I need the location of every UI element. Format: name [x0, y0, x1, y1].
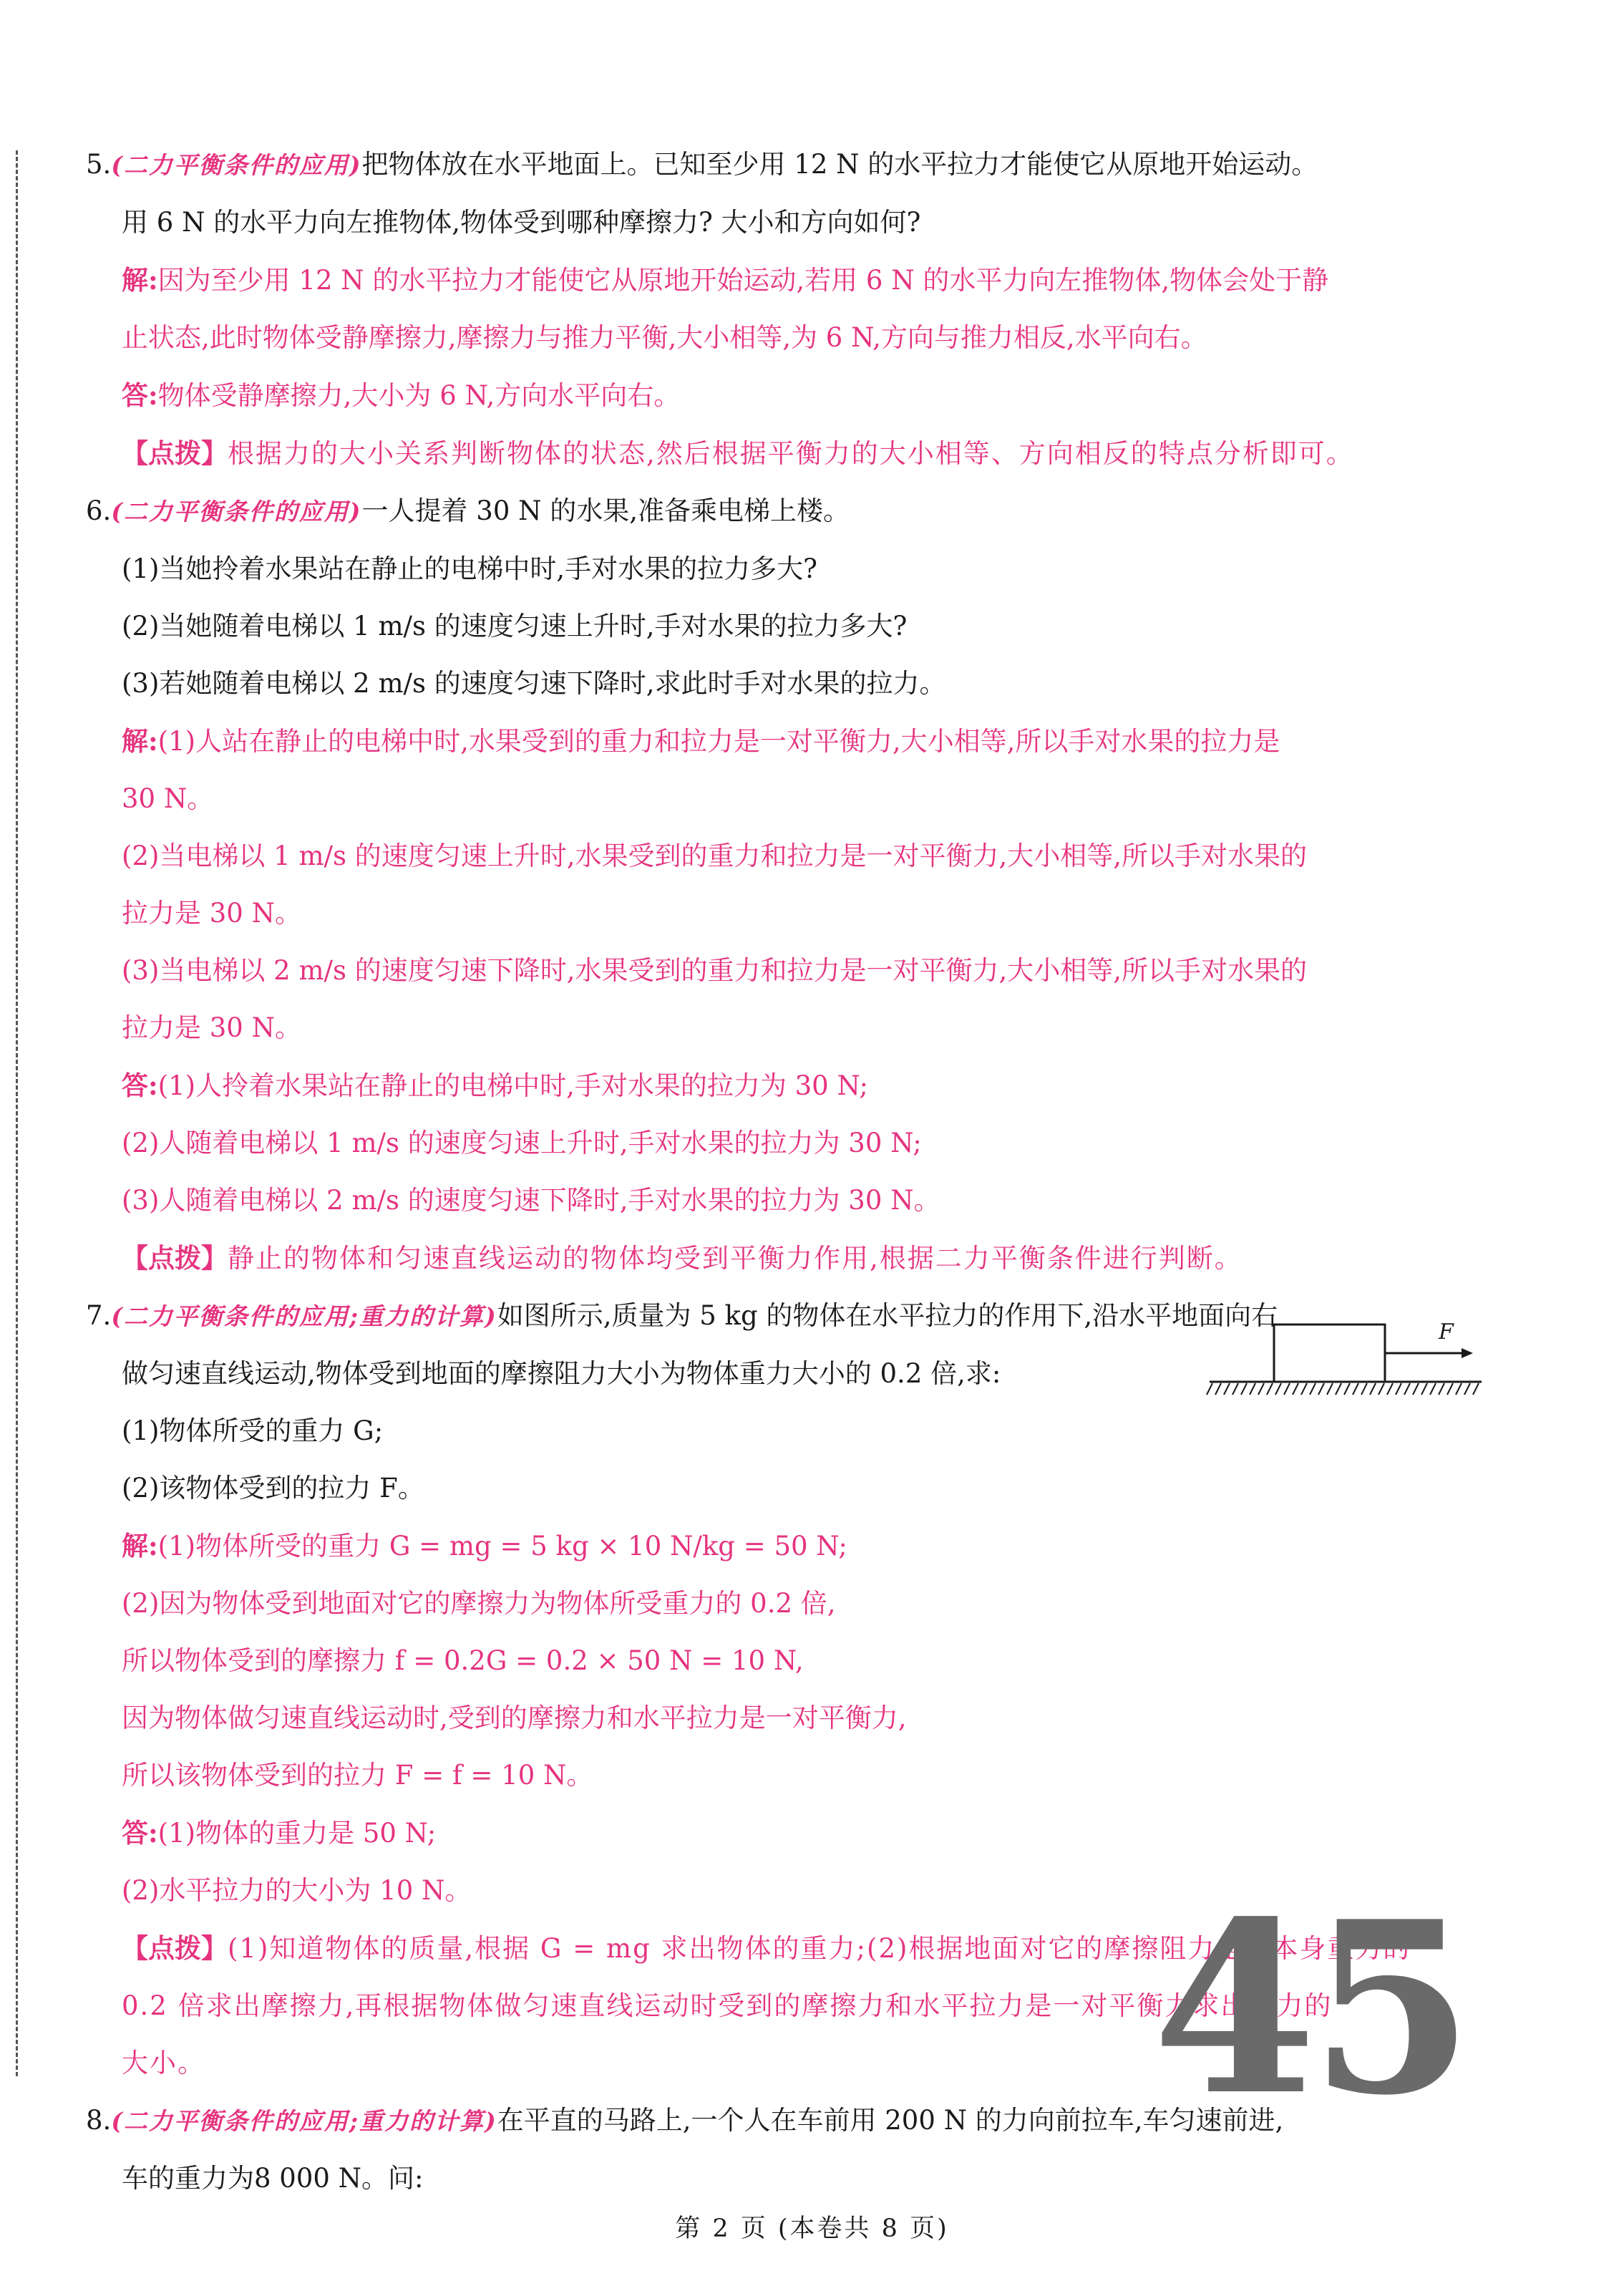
q7-answer-2: (2)水平拉力的大小为 10 N。 — [122, 1875, 472, 1906]
solution-text: 因为至少用 12 N 的水平拉力才能使它从原地开始运动,若用 6 N 的水平力向左推物体,物体会处于静 — [157, 265, 1329, 296]
q7-sub-1: (1)物体所受的重力 G; — [122, 1415, 384, 1446]
question-text: 一人提着 30 N 的水果,准备乘电梯上楼。 — [361, 495, 850, 526]
q7-line-2: 做匀速直线运动,物体受到地面的摩擦阻力大小为物体重力大小的 0.2 倍,求: — [122, 1358, 1001, 1389]
arrow-head — [1462, 1348, 1473, 1358]
binding-line — [16, 150, 18, 2076]
q6-line-1 — [86, 483, 1489, 541]
q7-solution-1 — [86, 1517, 1489, 1575]
block — [1274, 1325, 1385, 1382]
force-label: F — [1439, 1319, 1454, 1345]
question-number: 8. — [86, 2105, 112, 2136]
q6-solution-1b: 30 N。 — [122, 783, 214, 814]
question-number: 6. — [86, 495, 112, 526]
answer-text: (1)物体的重力是 50 N; — [157, 1818, 437, 1849]
answer-text: (1)人拎着水果站在静止的电梯中时,手对水果的拉力为 30 N; — [157, 1070, 868, 1101]
tip-text: 大小。 — [122, 2048, 205, 2078]
q6-answer-1 — [86, 1057, 1489, 1115]
topic-tag: (二力平衡条件的应用) — [111, 498, 362, 526]
tip-text: 根据力的大小关系判断物体的状态,然后根据平衡力的大小相等、方向相反的特点分析即可。 — [228, 438, 1354, 469]
q7-solution-3: 所以物体受到的摩擦力 f = 0.2G = 0.2 × 50 N = 10 N, — [122, 1645, 804, 1676]
q8-line-2: 车的重力为8 000 N。问: — [122, 2163, 424, 2194]
question-text: 把物体放在水平地面上。已知至少用 12 N 的水平拉力才能使它从原地开始运动。 — [361, 149, 1318, 180]
q6-solution-1a — [86, 712, 1489, 770]
solution-text: (1)物体所受的重力 G = mg = 5 kg × 10 N/kg = 50 N; — [157, 1531, 847, 1561]
solution-label: 解: — [122, 1530, 158, 1561]
topic-tag: (二力平衡条件的应用;重力的计算) — [111, 2107, 497, 2135]
q6-solution-2a: (2)当电梯以 1 m/s 的速度匀速上升时,水果受到的重力和拉力是一对平衡力,大小相等,所以手对水果的 — [122, 841, 1308, 871]
tip-text: 静止的物体和匀速直线运动的物体均受到平衡力作用,根据二力平衡条件进行判断。 — [228, 1243, 1243, 1274]
q5-answer — [86, 367, 1489, 425]
answer-label: 答: — [122, 1817, 158, 1849]
tip-text: 0.2 倍求出摩擦力,再根据物体做匀速直线运动时受到的摩擦力和水平拉力是一对平衡力求出拉力的 — [122, 1990, 1333, 2021]
question-number: 7. — [86, 1300, 112, 1331]
block-force-diagram — [1202, 1310, 1489, 1418]
q6-solution-3b: 拉力是 30 N。 — [122, 1012, 301, 1043]
question-text: 如图所示,质量为 5 kg 的物体在水平拉力的作用下,沿水平地面向右 — [497, 1300, 1278, 1331]
q6-sub-2: (2)当她随着电梯以 1 m/s 的速度匀速上升时,手对水果的拉力多大? — [122, 611, 908, 641]
q6-solution-2b: 拉力是 30 N。 — [122, 898, 301, 929]
q6-solution-3a: (3)当电梯以 2 m/s 的速度匀速下降时,水果受到的重力和拉力是一对平衡力,大小相等,所以手对水果的 — [122, 955, 1308, 986]
ground-hatch — [1207, 1383, 1479, 1395]
answer-text: 物体受静摩擦力,大小为 6 N,方向水平向右。 — [157, 380, 681, 411]
question-text: 在平直的马路上,一个人在车前用 200 N 的力向前拉车,车匀速前进, — [497, 2105, 1284, 2136]
q6-answer-2: (2)人随着电梯以 1 m/s 的速度匀速上升时,手对水果的拉力为 30 N; — [122, 1128, 922, 1158]
solution-label: 解: — [122, 725, 158, 757]
answer-label: 答: — [122, 379, 158, 411]
solution-text: (1)人站在静止的电梯中时,水果受到的重力和拉力是一对平衡力,大小相等,所以手对水果的拉力是 — [157, 726, 1280, 757]
tip-label: 【点拨】 — [122, 1242, 228, 1274]
q6-sub-3: (3)若她随着电梯以 2 m/s 的速度匀速下降时,求此时手对水果的拉力。 — [122, 668, 946, 699]
tip-text: (1)知道物体的质量,根据 G = mg 求出物体的重力;(2)根据地面对它的摩擦阻力是它本身重力的 — [228, 1933, 1411, 1964]
q6-answer-3: (3)人随着电梯以 2 m/s 的速度匀速下降时,手对水果的拉力为 30 N。 — [122, 1185, 940, 1216]
topic-tag: (二力平衡条件的应用;重力的计算) — [111, 1302, 497, 1330]
page-footer: 第 2 页 (本卷共 8 页) — [675, 2214, 949, 2243]
q7-solution-5: 所以该物体受到的拉力 F = f = 10 N。 — [122, 1760, 593, 1791]
q5-tip — [86, 425, 1489, 483]
q7-solution-4: 因为物体做匀速直线运动时,受到的摩擦力和水平拉力是一对平衡力, — [122, 1703, 907, 1733]
answer-label: 答: — [122, 1070, 158, 1101]
question-number: 5. — [86, 149, 112, 180]
q5-line-2: 用 6 N 的水平力向左推物体,物体受到哪种摩擦力? 大小和方向如何? — [122, 207, 921, 238]
q7-solution-2: (2)因为物体受到地面对它的摩擦力为物体所受重力的 0.2 倍, — [122, 1588, 836, 1619]
q5-solution-2: 止状态,此时物体受静摩擦力,摩擦力与推力平衡,大小相等,为 6 N,方向与推力相反,水平向右。 — [122, 322, 1207, 353]
q6-sub-1: (1)当她拎着水果站在静止的电梯中时,手对水果的拉力多大? — [122, 553, 818, 584]
tip-label: 【点拨】 — [122, 437, 228, 469]
tip-label: 【点拨】 — [122, 1932, 228, 1964]
q5-solution-1 — [86, 251, 1489, 309]
q5-line-1 — [86, 136, 1489, 194]
q7-answer-1 — [86, 1804, 1489, 1862]
q7-sub-2: (2)该物体受到的拉力 F。 — [122, 1473, 424, 1503]
topic-tag: (二力平衡条件的应用) — [111, 151, 362, 179]
q6-tip — [86, 1229, 1489, 1287]
page-watermark: 45 — [1152, 1869, 1467, 2147]
solution-label: 解: — [122, 264, 158, 296]
